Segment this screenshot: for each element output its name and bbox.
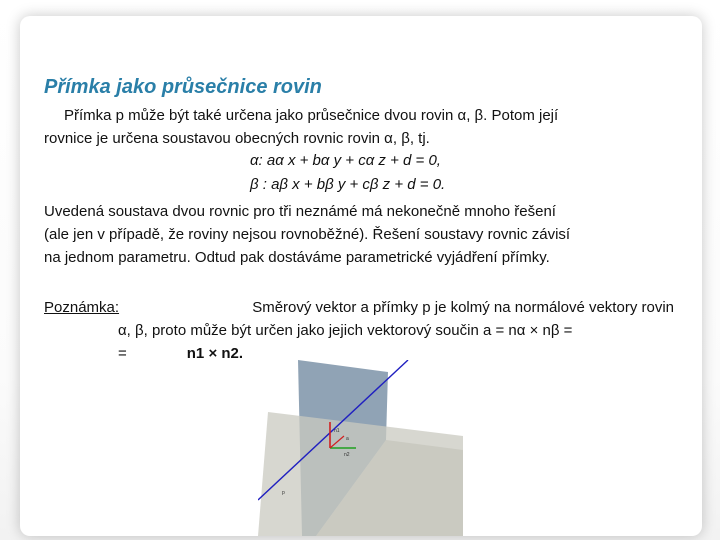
- label-n1: n1: [334, 428, 340, 434]
- paragraph-solution: [44, 200, 674, 269]
- slide-title: Přímka jako průsečnice rovin: [44, 76, 322, 98]
- note-equals: =: [118, 345, 127, 362]
- note-label: Poznámka:: [44, 299, 120, 316]
- label-n2: n2: [344, 452, 350, 458]
- equation-alpha: α: aα x + bα y + cα z + d = 0,: [250, 152, 441, 169]
- paragraph-intro-line2: rovnice je určena soustavou obecných rovnic rovin α, β, tj.: [44, 130, 430, 147]
- paragraph-intro-line1: Přímka p může být také určena jako průsečnice dvou rovin α, β. Potom její: [64, 107, 559, 124]
- paragraph-solution-line3: na jednom parametru. Odtud pak dostáváme parametrické vyjádření přímky.: [44, 249, 550, 266]
- note-cross-product: n1 × n2.: [186, 345, 244, 362]
- paragraph-intro: [44, 104, 674, 150]
- note-line1: [44, 296, 674, 319]
- note-text-line2: α, β, proto může být určen jako jejich vektorový součin a = nα × nβ =: [118, 322, 573, 339]
- paragraph-solution-line1: Uvedená soustava dvou rovnic pro tři neznámé má nekonečně mnoho řešení: [44, 203, 556, 220]
- paragraph-solution-line2: (ale jen v případě, že roviny nejsou rovnoběžné). Řešení soustavy rovnic závisí: [44, 226, 571, 243]
- label-p: p: [282, 490, 285, 496]
- planes-figure: [258, 360, 468, 536]
- label-a: a: [346, 436, 349, 442]
- equation-beta: β : aβ x + bβ y + cβ z + d = 0.: [250, 176, 446, 193]
- note-text-line1: Směrový vektor a přímky p je kolmý na normálové vektory rovin: [252, 299, 674, 316]
- note-block: [44, 296, 674, 365]
